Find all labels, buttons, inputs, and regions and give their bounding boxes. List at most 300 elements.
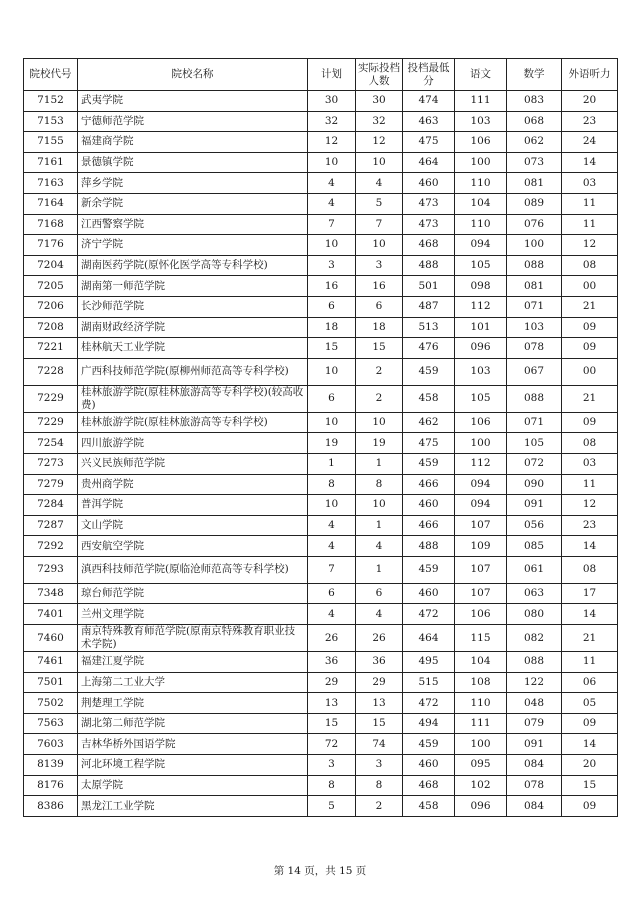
school-name-cell: 桂林航天工业学院 [78,338,308,359]
min-score-cell: 495 [403,652,455,673]
school-code-cell: 7502 [24,693,78,714]
min-score-cell: 460 [403,495,455,516]
school-code-cell: 7206 [24,296,78,317]
listening-score-cell: 00 [562,276,618,297]
math-score-cell: 062 [507,132,562,153]
header-min-score: 投档最低分 [403,59,455,91]
page-number-footer: 第 14 页，共 15 页 [273,865,367,877]
math-score-cell: 084 [507,796,562,817]
school-code-cell: 7163 [24,173,78,194]
school-name-cell: 湖南财政经济学院 [78,317,308,338]
min-score-cell: 459 [403,358,455,385]
math-score-cell: 088 [507,652,562,673]
chinese-score-cell: 111 [455,91,507,112]
school-code-cell: 7204 [24,255,78,276]
table-row [24,755,618,776]
plan-cell: 4 [308,173,356,194]
listening-score-cell: 20 [562,91,618,112]
math-score-cell: 103 [507,317,562,338]
plan-cell: 7 [308,214,356,235]
school-code-cell: 8139 [24,755,78,776]
plan-cell: 29 [308,672,356,693]
school-name-cell: 桂林旅游学院(原桂林旅游高等专科学校) [78,412,308,433]
table-row [24,296,618,317]
min-score-cell: 458 [403,796,455,817]
actual-admitted-cell: 8 [356,775,403,796]
math-score-cell: 088 [507,385,562,412]
plan-cell: 10 [308,152,356,173]
school-code-cell: 7273 [24,453,78,474]
table-row [24,672,618,693]
plan-cell: 4 [308,536,356,557]
school-name-cell: 湖北第二师范学院 [78,713,308,734]
chinese-score-cell: 094 [455,495,507,516]
min-score-cell: 459 [403,734,455,755]
school-code-cell: 7208 [24,317,78,338]
table-row [24,693,618,714]
actual-admitted-cell: 3 [356,255,403,276]
chinese-score-cell: 105 [455,255,507,276]
chinese-score-cell: 100 [455,734,507,755]
school-name-cell: 普洱学院 [78,495,308,516]
header-listening: 外语听力 [562,59,618,91]
plan-cell: 3 [308,755,356,776]
min-score-cell: 501 [403,276,455,297]
table-body [24,91,618,817]
listening-score-cell: 09 [562,317,618,338]
listening-score-cell: 17 [562,583,618,604]
min-score-cell: 475 [403,433,455,454]
school-code-cell: 7563 [24,713,78,734]
table-row [24,132,618,153]
school-code-cell: 7176 [24,235,78,256]
listening-score-cell: 08 [562,433,618,454]
min-score-cell: 487 [403,296,455,317]
plan-cell: 10 [308,358,356,385]
school-name-cell: 景德镇学院 [78,152,308,173]
listening-score-cell: 09 [562,796,618,817]
min-score-cell: 472 [403,693,455,714]
table-row [24,652,618,673]
listening-score-cell: 09 [562,412,618,433]
table-row [24,515,618,536]
actual-admitted-cell: 5 [356,193,403,214]
math-score-cell: 082 [507,625,562,652]
school-name-cell: 福建商学院 [78,132,308,153]
table-row [24,317,618,338]
chinese-score-cell: 096 [455,338,507,359]
table-row [24,583,618,604]
math-score-cell: 083 [507,91,562,112]
min-score-cell: 474 [403,91,455,112]
math-score-cell: 088 [507,255,562,276]
chinese-score-cell: 096 [455,796,507,817]
actual-admitted-cell: 32 [356,111,403,132]
header-school-code: 院校代号 [24,59,78,91]
listening-score-cell: 21 [562,625,618,652]
school-code-cell: 7461 [24,652,78,673]
chinese-score-cell: 110 [455,214,507,235]
table-row [24,235,618,256]
table-row [24,556,618,583]
math-score-cell: 048 [507,693,562,714]
school-code-cell: 7254 [24,433,78,454]
school-code-cell: 8176 [24,775,78,796]
math-score-cell: 071 [507,296,562,317]
school-name-cell: 湖南医药学院(原怀化医学高等专科学校) [78,255,308,276]
school-code-cell: 8386 [24,796,78,817]
listening-score-cell: 21 [562,385,618,412]
school-name-cell: 河北环境工程学院 [78,755,308,776]
table-row [24,713,618,734]
math-score-cell: 091 [507,495,562,516]
min-score-cell: 513 [403,317,455,338]
table-row [24,474,618,495]
school-name-cell: 南京特殊教育师范学院(原南京特殊教育职业技术学院) [78,625,308,652]
school-name-cell: 文山学院 [78,515,308,536]
chinese-score-cell: 109 [455,536,507,557]
actual-admitted-cell: 15 [356,713,403,734]
table-row [24,433,618,454]
plan-cell: 4 [308,515,356,536]
school-name-cell: 吉林华桥外国语学院 [78,734,308,755]
chinese-score-cell: 101 [455,317,507,338]
chinese-score-cell: 094 [455,474,507,495]
math-score-cell: 085 [507,536,562,557]
actual-admitted-cell: 26 [356,625,403,652]
actual-admitted-cell: 1 [356,453,403,474]
listening-score-cell: 15 [562,775,618,796]
math-score-cell: 079 [507,713,562,734]
min-score-cell: 488 [403,536,455,557]
actual-admitted-cell: 74 [356,734,403,755]
actual-admitted-cell: 16 [356,276,403,297]
listening-score-cell: 09 [562,713,618,734]
actual-admitted-cell: 2 [356,385,403,412]
min-score-cell: 494 [403,713,455,734]
plan-cell: 32 [308,111,356,132]
listening-score-cell: 24 [562,132,618,153]
listening-score-cell: 21 [562,296,618,317]
school-code-cell: 7603 [24,734,78,755]
actual-admitted-cell: 3 [356,755,403,776]
table-row [24,796,618,817]
plan-cell: 10 [308,495,356,516]
school-name-cell: 桂林旅游学院(原桂林旅游高等专科学校)(较高收费) [78,385,308,412]
table-row [24,358,618,385]
school-code-cell: 7460 [24,625,78,652]
table-row [24,536,618,557]
plan-cell: 26 [308,625,356,652]
table-row [24,385,618,412]
min-score-cell: 466 [403,515,455,536]
min-score-cell: 464 [403,152,455,173]
listening-score-cell: 11 [562,474,618,495]
school-code-cell: 7293 [24,556,78,583]
plan-cell: 3 [308,255,356,276]
min-score-cell: 459 [403,556,455,583]
math-score-cell: 076 [507,214,562,235]
plan-cell: 1 [308,453,356,474]
actual-admitted-cell: 18 [356,317,403,338]
actual-admitted-cell: 12 [356,132,403,153]
math-score-cell: 084 [507,755,562,776]
math-score-cell: 078 [507,338,562,359]
plan-cell: 15 [308,338,356,359]
chinese-score-cell: 095 [455,755,507,776]
listening-score-cell: 08 [562,255,618,276]
actual-admitted-cell: 10 [356,152,403,173]
plan-cell: 72 [308,734,356,755]
table-row [24,625,618,652]
listening-score-cell: 08 [562,556,618,583]
plan-cell: 36 [308,652,356,673]
listening-score-cell: 03 [562,173,618,194]
actual-admitted-cell: 10 [356,412,403,433]
school-name-cell: 江西警察学院 [78,214,308,235]
min-score-cell: 459 [403,453,455,474]
math-score-cell: 091 [507,734,562,755]
plan-cell: 12 [308,132,356,153]
math-score-cell: 056 [507,515,562,536]
min-score-cell: 466 [403,474,455,495]
table-header [24,59,618,91]
school-code-cell: 7228 [24,358,78,385]
actual-admitted-cell: 2 [356,358,403,385]
chinese-score-cell: 112 [455,453,507,474]
chinese-score-cell: 103 [455,358,507,385]
header-plan: 计划 [308,59,356,91]
header-actual-admitted: 实际投档人数 [356,59,403,91]
math-score-cell: 081 [507,276,562,297]
actual-admitted-cell: 30 [356,91,403,112]
math-score-cell: 072 [507,453,562,474]
school-name-cell: 武夷学院 [78,91,308,112]
chinese-score-cell: 102 [455,775,507,796]
admission-score-table [23,58,618,817]
school-code-cell: 7284 [24,495,78,516]
school-name-cell: 广西科技师范学院(原柳州师范高等专科学校) [78,358,308,385]
school-code-cell: 7348 [24,583,78,604]
listening-score-cell: 20 [562,755,618,776]
school-name-cell: 新余学院 [78,193,308,214]
school-code-cell: 7287 [24,515,78,536]
math-score-cell: 090 [507,474,562,495]
min-score-cell: 476 [403,338,455,359]
school-name-cell: 湖南第一师范学院 [78,276,308,297]
plan-cell: 5 [308,796,356,817]
actual-admitted-cell: 13 [356,693,403,714]
min-score-cell: 468 [403,775,455,796]
listening-score-cell: 12 [562,495,618,516]
header-chinese: 语文 [455,59,507,91]
min-score-cell: 488 [403,255,455,276]
actual-admitted-cell: 7 [356,214,403,235]
listening-score-cell: 11 [562,214,618,235]
school-code-cell: 7205 [24,276,78,297]
plan-cell: 6 [308,296,356,317]
chinese-score-cell: 104 [455,193,507,214]
chinese-score-cell: 107 [455,556,507,583]
table-row [24,91,618,112]
actual-admitted-cell: 19 [356,433,403,454]
table-row [24,775,618,796]
school-name-cell: 西安航空学院 [78,536,308,557]
table-row [24,111,618,132]
school-name-cell: 太原学院 [78,775,308,796]
min-score-cell: 463 [403,111,455,132]
school-name-cell: 上海第二工业大学 [78,672,308,693]
min-score-cell: 473 [403,214,455,235]
actual-admitted-cell: 36 [356,652,403,673]
actual-admitted-cell: 10 [356,495,403,516]
actual-admitted-cell: 1 [356,556,403,583]
header-math: 数学 [507,59,562,91]
header-school-name: 院校名称 [78,59,308,91]
chinese-score-cell: 105 [455,385,507,412]
table-row [24,255,618,276]
school-code-cell: 7229 [24,385,78,412]
listening-score-cell: 11 [562,193,618,214]
table-row [24,193,618,214]
min-score-cell: 464 [403,625,455,652]
actual-admitted-cell: 1 [356,515,403,536]
school-code-cell: 7279 [24,474,78,495]
school-name-cell: 萍乡学院 [78,173,308,194]
min-score-cell: 460 [403,755,455,776]
chinese-score-cell: 106 [455,132,507,153]
listening-score-cell: 12 [562,235,618,256]
min-score-cell: 468 [403,235,455,256]
math-score-cell: 105 [507,433,562,454]
chinese-score-cell: 094 [455,235,507,256]
school-code-cell: 7229 [24,412,78,433]
school-name-cell: 兰州文理学院 [78,604,308,625]
math-score-cell: 071 [507,412,562,433]
chinese-score-cell: 098 [455,276,507,297]
plan-cell: 7 [308,556,356,583]
school-name-cell: 四川旅游学院 [78,433,308,454]
table-row [24,214,618,235]
listening-score-cell: 03 [562,453,618,474]
plan-cell: 8 [308,474,356,495]
listening-score-cell: 06 [562,672,618,693]
table-row [24,604,618,625]
actual-admitted-cell: 4 [356,536,403,557]
plan-cell: 6 [308,583,356,604]
listening-score-cell: 14 [562,734,618,755]
actual-admitted-cell: 6 [356,583,403,604]
actual-admitted-cell: 4 [356,173,403,194]
listening-score-cell: 09 [562,338,618,359]
school-code-cell: 7155 [24,132,78,153]
listening-score-cell: 14 [562,152,618,173]
school-code-cell: 7152 [24,91,78,112]
plan-cell: 16 [308,276,356,297]
school-name-cell: 福建江夏学院 [78,652,308,673]
min-score-cell: 475 [403,132,455,153]
table-row [24,276,618,297]
chinese-score-cell: 104 [455,652,507,673]
plan-cell: 30 [308,91,356,112]
school-code-cell: 7221 [24,338,78,359]
table-row [24,338,618,359]
table-row [24,152,618,173]
school-name-cell: 长沙师范学院 [78,296,308,317]
plan-cell: 15 [308,713,356,734]
math-score-cell: 061 [507,556,562,583]
chinese-score-cell: 111 [455,713,507,734]
chinese-score-cell: 100 [455,433,507,454]
school-code-cell: 7164 [24,193,78,214]
listening-score-cell: 05 [562,693,618,714]
school-code-cell: 7292 [24,536,78,557]
school-name-cell: 滇西科技师范学院(原临沧师范高等专科学校) [78,556,308,583]
school-name-cell: 宁德师范学院 [78,111,308,132]
school-name-cell: 贵州商学院 [78,474,308,495]
plan-cell: 10 [308,235,356,256]
math-score-cell: 089 [507,193,562,214]
math-score-cell: 080 [507,604,562,625]
listening-score-cell: 14 [562,604,618,625]
min-score-cell: 458 [403,385,455,412]
min-score-cell: 515 [403,672,455,693]
chinese-score-cell: 100 [455,152,507,173]
plan-cell: 4 [308,193,356,214]
chinese-score-cell: 107 [455,583,507,604]
min-score-cell: 460 [403,583,455,604]
min-score-cell: 460 [403,173,455,194]
listening-score-cell: 23 [562,111,618,132]
table-row [24,734,618,755]
chinese-score-cell: 106 [455,604,507,625]
school-name-cell: 兴义民族师范学院 [78,453,308,474]
plan-cell: 4 [308,604,356,625]
listening-score-cell: 23 [562,515,618,536]
actual-admitted-cell: 8 [356,474,403,495]
school-code-cell: 7401 [24,604,78,625]
school-code-cell: 7168 [24,214,78,235]
math-score-cell: 063 [507,583,562,604]
actual-admitted-cell: 15 [356,338,403,359]
actual-admitted-cell: 10 [356,235,403,256]
actual-admitted-cell: 2 [356,796,403,817]
chinese-score-cell: 108 [455,672,507,693]
plan-cell: 18 [308,317,356,338]
min-score-cell: 462 [403,412,455,433]
actual-admitted-cell: 6 [356,296,403,317]
math-score-cell: 100 [507,235,562,256]
plan-cell: 19 [308,433,356,454]
math-score-cell: 068 [507,111,562,132]
min-score-cell: 473 [403,193,455,214]
listening-score-cell: 11 [562,652,618,673]
actual-admitted-cell: 4 [356,604,403,625]
chinese-score-cell: 110 [455,173,507,194]
chinese-score-cell: 110 [455,693,507,714]
listening-score-cell: 14 [562,536,618,557]
school-code-cell: 7161 [24,152,78,173]
school-code-cell: 7153 [24,111,78,132]
chinese-score-cell: 115 [455,625,507,652]
actual-admitted-cell: 29 [356,672,403,693]
plan-cell: 10 [308,412,356,433]
plan-cell: 8 [308,775,356,796]
header-row [24,59,618,91]
chinese-score-cell: 103 [455,111,507,132]
table-row [24,495,618,516]
table-row [24,173,618,194]
